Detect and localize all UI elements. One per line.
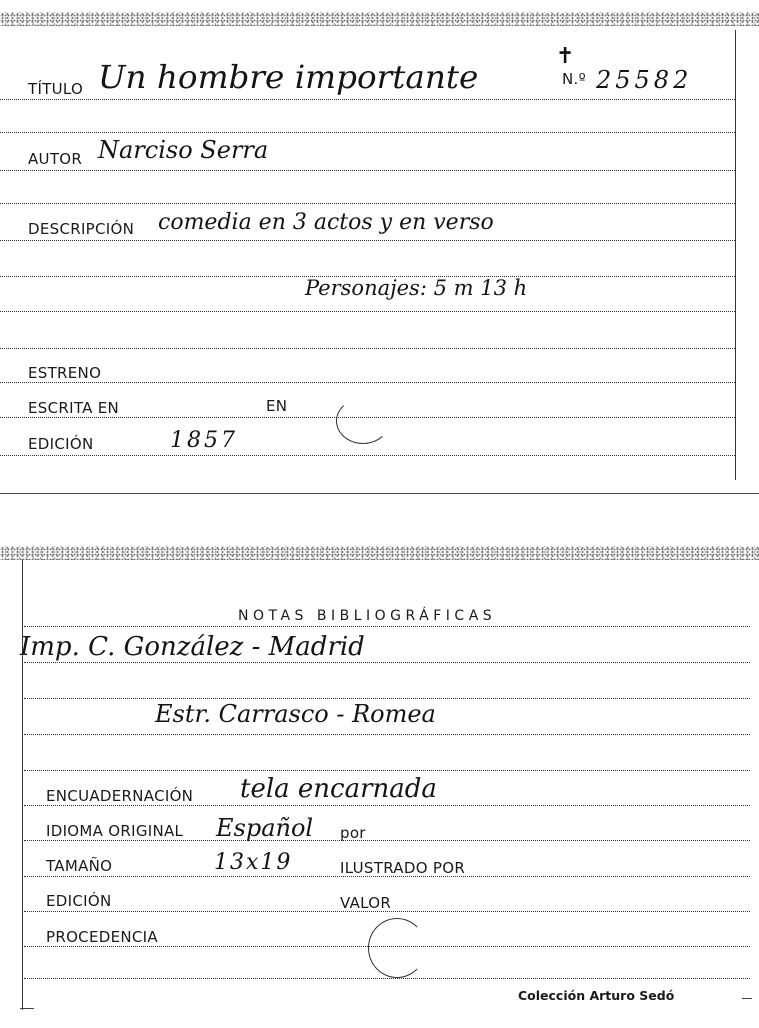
titulo-label: TÍTULO [28, 80, 84, 98]
estreno-label: ESTRENO [28, 364, 102, 382]
tamano-value: 13x19 [214, 850, 293, 875]
ruled-line [0, 99, 735, 100]
ruled-line [24, 770, 750, 771]
edicion-value: 1857 [170, 428, 238, 453]
tamano-label: TAMAÑO [46, 857, 113, 875]
ruled-line [24, 662, 750, 663]
round-stamp-mark [368, 918, 426, 978]
corner-mark [742, 998, 752, 999]
card-back-left-edge [22, 560, 23, 1010]
ruled-line [0, 455, 735, 456]
scan-edge-noise [0, 546, 759, 560]
procedencia-label: PROCEDENCIA [46, 928, 158, 946]
card-front-right-edge-low [735, 460, 736, 480]
notas-heading: NOTAS BIBLIOGRÁFICAS [238, 608, 497, 624]
note-line-1: Imp. C. González - Madrid [20, 632, 365, 662]
card-front-right-edge [735, 30, 736, 475]
descripcion-value: comedia en 3 actos y en verso [158, 210, 494, 235]
edicion-label: EDICIÓN [28, 435, 94, 453]
ruled-line [24, 978, 750, 979]
corner-mark [20, 1008, 34, 1009]
idioma-label: IDIOMA ORIGINAL [46, 822, 184, 840]
card-separator [0, 493, 759, 494]
ruled-line [24, 840, 750, 841]
encuadernacion-label: ENCUADERNACIÓN [46, 787, 194, 805]
por-label: por [340, 824, 366, 842]
ilustrado-label: ILUSTRADO POR [340, 859, 466, 877]
note-line-2: Estr. Carrasco - Romea [155, 700, 436, 728]
ruled-line [24, 805, 750, 806]
escrita-en-label: ESCRITA EN [28, 399, 120, 417]
numero-label: N.º [562, 70, 586, 88]
collection-footer: Colección Arturo Sedó [518, 988, 675, 1003]
descripcion-label: DESCRIPCIÓN [28, 220, 135, 238]
valor-label: VALOR [340, 894, 392, 912]
scan-edge-noise [0, 12, 759, 26]
encuadernacion-value: tela encarnada [240, 774, 437, 804]
titulo-value: Un hombre importante [98, 58, 479, 96]
autor-value: Narciso Serra [98, 136, 269, 164]
ruled-line [0, 203, 735, 204]
idioma-value: Español [216, 814, 314, 842]
ruled-line [0, 311, 735, 312]
ruled-line [0, 132, 735, 133]
ruled-line [24, 698, 750, 699]
round-stamp-mark [336, 398, 390, 444]
ruled-line [24, 734, 750, 735]
edicion-back-label: EDICIÓN [46, 892, 112, 910]
autor-label: AUTOR [28, 150, 83, 168]
ruled-line [0, 382, 735, 383]
en-label: EN [266, 397, 288, 415]
ruled-line [0, 240, 735, 241]
card-front [0, 0, 759, 495]
ruled-line [0, 348, 735, 349]
descripcion-value-2: Personajes: 5 m 13 h [305, 276, 528, 300]
ruled-line [0, 170, 735, 171]
cross-mark-icon: ✝ [556, 44, 575, 69]
card-back [0, 500, 759, 1028]
numero-value: 25582 [596, 66, 693, 94]
ruled-line [24, 626, 750, 627]
